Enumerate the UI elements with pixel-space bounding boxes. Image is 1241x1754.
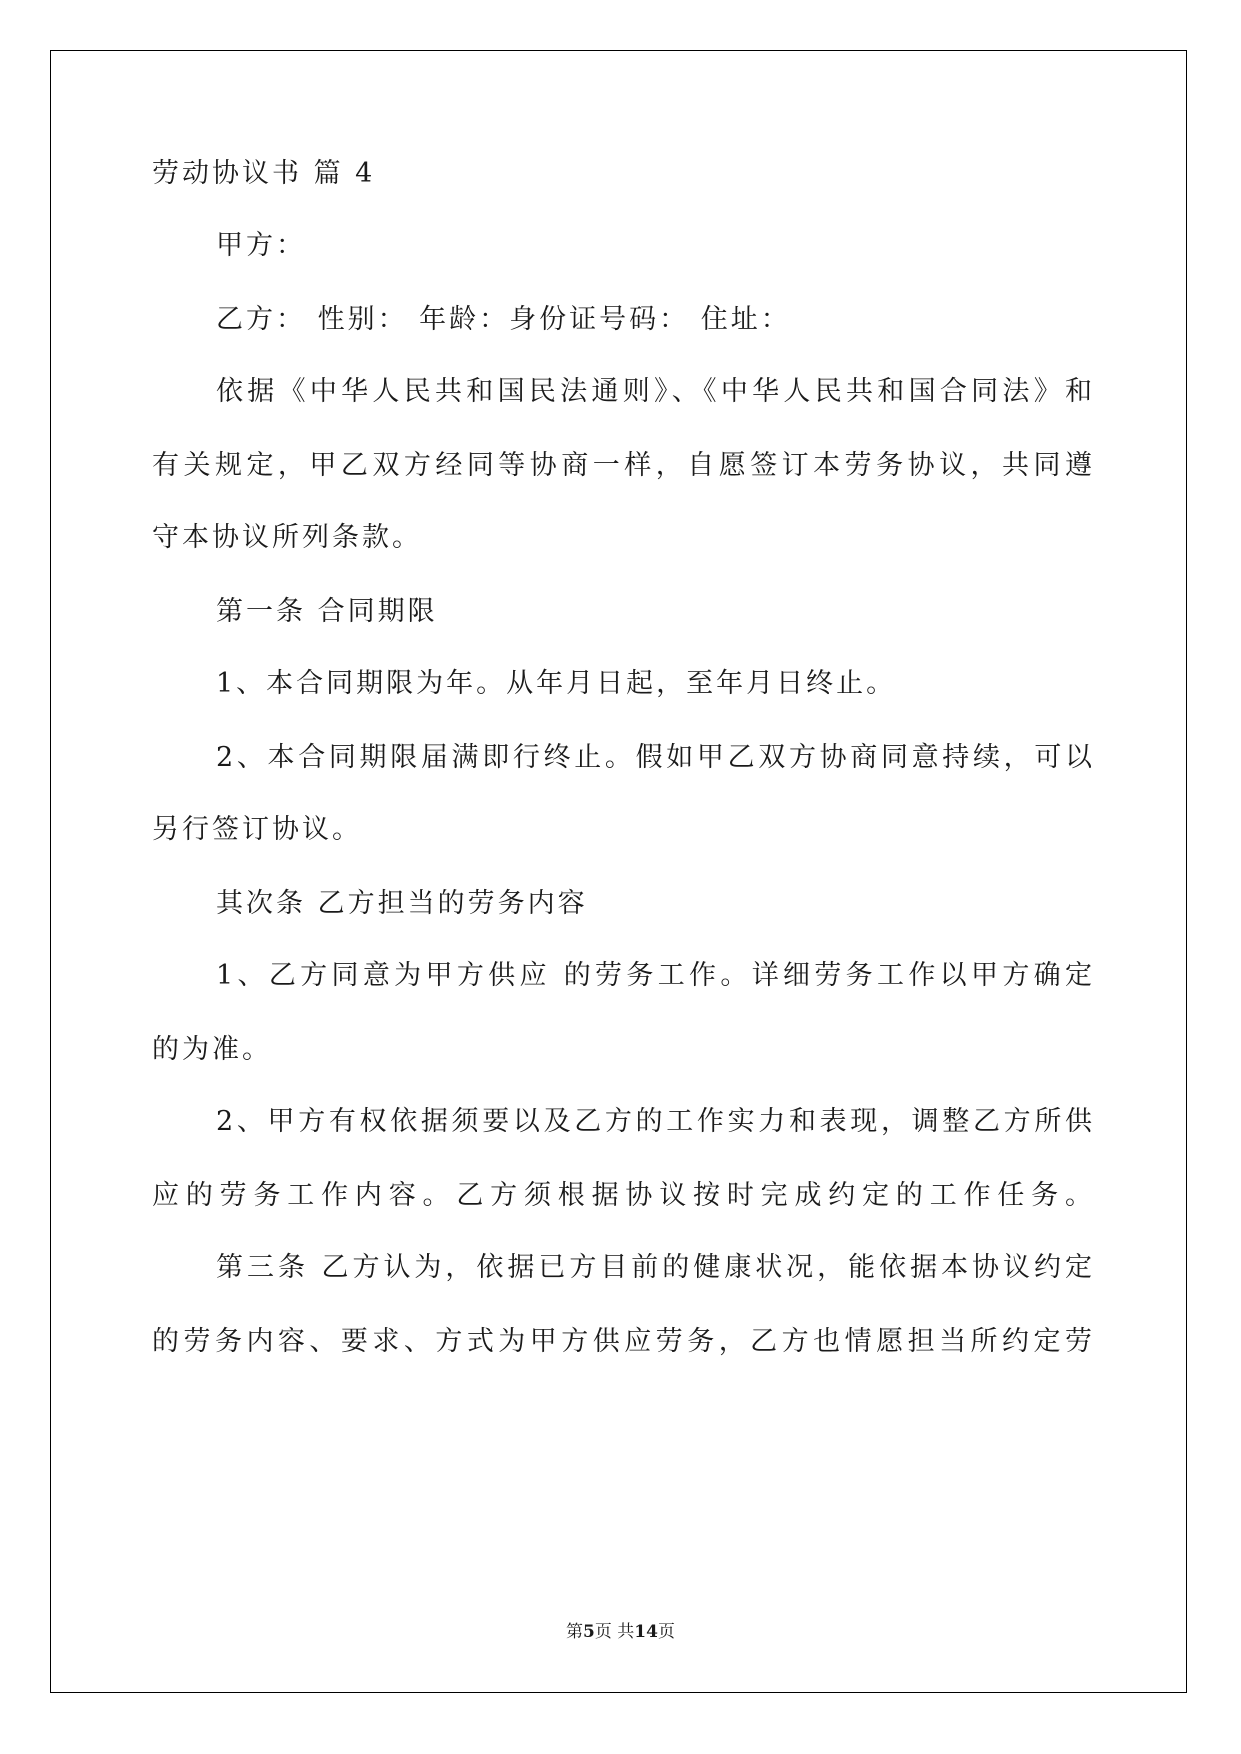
party-a-line: 甲方： [216, 230, 306, 261]
article-1-heading: 第一条 合同期限 [216, 596, 438, 627]
preamble-line-2: 有关规定，甲乙双方经同等协商一样，自愿签订本劳务协议，共同遵 [152, 450, 1092, 481]
document-title: 劳动协议书 篇 4 [152, 158, 376, 189]
footer-total-pages: 14 [634, 1622, 658, 1642]
article-2-item-2-line-1: 2、甲方有权依据须要以及乙方的工作实力和表现，调整乙方所供 [216, 1106, 1092, 1137]
preamble-line-1: 依据《中华人民共和国民法通则》、《中华人民共和国合同法》和 [216, 376, 1092, 407]
article-2-item-1-line-1: 1、乙方同意为甲方供应 的劳务工作。详细劳务工作以甲方确定 [216, 960, 1092, 991]
party-b-line: 乙方： 性别： 年龄：身份证号码： 住址： [216, 304, 791, 335]
footer-mid: 页 共 [594, 1622, 635, 1642]
article-2-item-1-line-2: 的为准。 [152, 1034, 272, 1065]
page-border [50, 50, 1187, 1693]
article-2-item-2-line-2: 应的劳务工作内容。乙方须根据协议按时完成约定的工作任务。 [152, 1180, 1092, 1211]
page-footer [0, 1620, 1241, 1644]
article-1-item-2-line-2: 另行签订协议。 [152, 814, 362, 845]
footer-prefix: 第 [566, 1622, 584, 1642]
footer-suffix: 页 [657, 1622, 675, 1642]
article-3-line-2: 的劳务内容、要求、方式为甲方供应劳务，乙方也情愿担当所约定劳 [152, 1326, 1092, 1357]
article-1-item-1: 1、本合同期限为年。从年月日起，至年月日终止。 [216, 668, 897, 699]
article-2-heading: 其次条 乙方担当的劳务内容 [216, 888, 588, 919]
article-1-item-2-line-1: 2、本合同期限届满即行终止。假如甲乙双方协商同意持续，可以 [216, 742, 1092, 773]
footer-page-number: 5 [583, 1622, 595, 1642]
preamble-line-3: 守本协议所列条款。 [152, 522, 422, 553]
article-3-line-1: 第三条 乙方认为，依据已方目前的健康状况，能依据本协议约定 [216, 1252, 1092, 1283]
